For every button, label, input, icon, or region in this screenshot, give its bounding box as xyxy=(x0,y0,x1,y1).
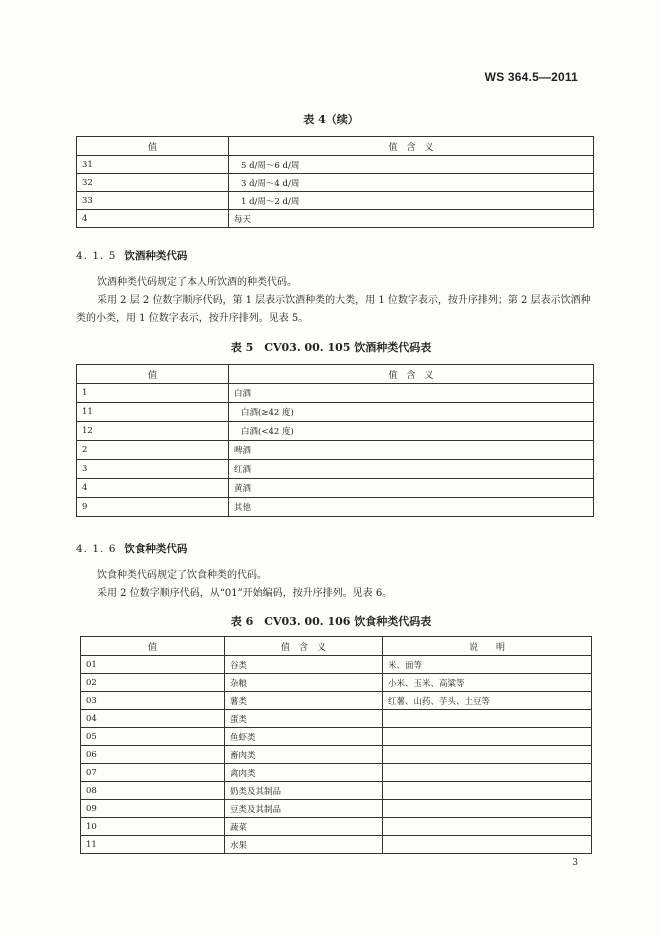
table-row xyxy=(81,656,592,674)
table4-cell-value: 31 xyxy=(77,156,229,174)
table6 xyxy=(80,636,592,854)
table5-cell-value: 9 xyxy=(77,498,229,517)
table4-cell-value: 32 xyxy=(77,174,229,192)
table-row xyxy=(81,818,592,836)
table6-cell-value: 10 xyxy=(81,818,225,836)
table6-cell-meaning: 蛋类 xyxy=(225,710,383,728)
table6-header-value: 值 xyxy=(81,637,225,656)
table4-caption: 表 4（续） xyxy=(303,113,359,126)
table5-cell-value: 1 xyxy=(77,384,229,403)
table6-cell-meaning: 奶类及其制品 xyxy=(225,782,383,800)
table6-cell-value: 04 xyxy=(81,710,225,728)
table4-cell-meaning: 每天 xyxy=(229,210,594,228)
table6-header-description: 说 明 xyxy=(383,637,592,656)
table5-cell-meaning: 白酒(≥42 度) xyxy=(229,403,594,422)
section-title: 饮食种类代码 xyxy=(124,543,188,555)
table6-caption: 表 6 CV03. 00. 106 饮食种类代码表 xyxy=(230,615,432,628)
table-row xyxy=(81,746,592,764)
section-4-1-6-paragraph-2: 采用 2 位数字顺序代码，从“01”开始编码，按升序排列。见表 6。 xyxy=(97,588,393,599)
table6-cell-description: 小米、玉米、高粱等 xyxy=(383,674,592,692)
table-row xyxy=(77,174,594,192)
table6-cell-description xyxy=(383,746,592,764)
section-number: 4. 1. 6 xyxy=(76,543,117,555)
section-4-1-5-paragraph-2: 采用 2 层 2 位数字顺序代码，第 1 层表示饮酒种类的大类，用 1 位数字表示，按升序排列；第 2 层表示饮酒种类的小类，用 1 位数字表示，按升序排列。见表 5。 xyxy=(76,295,591,324)
table6-cell-value: 07 xyxy=(81,764,225,782)
table5-cell-value: 4 xyxy=(77,479,229,498)
table-row xyxy=(77,460,594,479)
table-row xyxy=(81,674,592,692)
section-title: 饮酒种类代码 xyxy=(124,250,188,262)
table6-cell-meaning: 豆类及其制品 xyxy=(225,800,383,818)
standard-number: WS 364.5—2011 xyxy=(484,70,578,84)
table-row xyxy=(77,422,594,441)
table6-cell-value: 11 xyxy=(81,836,225,854)
table5-header-row xyxy=(77,365,594,384)
table5-cell-value: 12 xyxy=(77,422,229,441)
table6-cell-description xyxy=(383,728,592,746)
section-4-1-5-heading xyxy=(76,248,187,263)
table4-cell-meaning: 3 d/周～4 d/周 xyxy=(229,174,594,192)
table6-cell-meaning: 水果 xyxy=(225,836,383,854)
table-row xyxy=(77,192,594,210)
table5-cell-value: 11 xyxy=(77,403,229,422)
page-number: 3 xyxy=(572,858,578,868)
table5-cell-meaning: 红酒 xyxy=(229,460,594,479)
table5-cell-value: 2 xyxy=(77,441,229,460)
table6-cell-description xyxy=(383,710,592,728)
table-row xyxy=(81,836,592,854)
table5-header-meaning: 值 含 义 xyxy=(229,365,594,384)
table-row xyxy=(77,156,594,174)
table5-caption: 表 5 CV03. 00. 105 饮酒种类代码表 xyxy=(230,341,432,354)
table6-header-row xyxy=(81,637,592,656)
table5-header-value: 值 xyxy=(77,365,229,384)
table4-cell-meaning: 5 d/周～6 d/周 xyxy=(229,156,594,174)
section-4-1-5-paragraph-1: 饮酒种类代码规定了本人所饮酒的种类代码。 xyxy=(97,277,297,288)
table6-cell-value: 01 xyxy=(81,656,225,674)
table6-cell-description: 米、面等 xyxy=(383,656,592,674)
table4-cell-value: 4 xyxy=(77,210,229,228)
table-row xyxy=(81,800,592,818)
table-row xyxy=(81,764,592,782)
table5-cell-meaning: 其他 xyxy=(229,498,594,517)
table-row xyxy=(77,479,594,498)
table6-cell-description xyxy=(383,836,592,854)
table-row xyxy=(77,210,594,228)
table5-cell-value: 3 xyxy=(77,460,229,479)
table6-cell-meaning: 杂粮 xyxy=(225,674,383,692)
section-number: 4. 1. 5 xyxy=(76,250,117,262)
table5-cell-meaning: 啤酒 xyxy=(229,441,594,460)
table6-cell-description xyxy=(383,782,592,800)
table6-cell-description: 红薯、山药、芋头、土豆等 xyxy=(383,692,592,710)
table-row xyxy=(77,403,594,422)
table6-cell-value: 06 xyxy=(81,746,225,764)
table-row xyxy=(81,782,592,800)
section-4-1-6-paragraph-1: 饮食种类代码规定了饮食种类的代码。 xyxy=(97,570,267,581)
table4 xyxy=(76,136,594,228)
table4-header-row xyxy=(77,137,594,156)
table4-cell-value: 33 xyxy=(77,192,229,210)
table6-cell-value: 05 xyxy=(81,728,225,746)
table6-cell-meaning: 蔬菜 xyxy=(225,818,383,836)
table-row xyxy=(77,384,594,403)
table4-header-meaning: 值 含 义 xyxy=(229,137,594,156)
table6-cell-meaning: 禽肉类 xyxy=(225,764,383,782)
table-row xyxy=(77,441,594,460)
table6-cell-description xyxy=(383,818,592,836)
table6-cell-meaning: 畜肉类 xyxy=(225,746,383,764)
table6-cell-meaning: 鱼虾类 xyxy=(225,728,383,746)
table6-cell-value: 09 xyxy=(81,800,225,818)
table6-cell-meaning: 谷类 xyxy=(225,656,383,674)
table4-cell-meaning: 1 d/周～2 d/周 xyxy=(229,192,594,210)
table-row xyxy=(81,692,592,710)
table5-cell-meaning: 黄酒 xyxy=(229,479,594,498)
table5 xyxy=(76,364,594,517)
table6-cell-meaning: 薯类 xyxy=(225,692,383,710)
table6-cell-value: 08 xyxy=(81,782,225,800)
table4-header-value: 值 xyxy=(77,137,229,156)
table-row xyxy=(77,498,594,517)
table6-cell-value: 03 xyxy=(81,692,225,710)
table5-cell-meaning: 白酒 xyxy=(229,384,594,403)
table6-cell-description xyxy=(383,764,592,782)
table6-header-meaning: 值 含 义 xyxy=(225,637,383,656)
table6-cell-description xyxy=(383,800,592,818)
table5-cell-meaning: 白酒(<42 度) xyxy=(229,422,594,441)
table-row xyxy=(81,728,592,746)
table6-cell-value: 02 xyxy=(81,674,225,692)
section-4-1-6-heading xyxy=(76,541,187,556)
table-row xyxy=(81,710,592,728)
